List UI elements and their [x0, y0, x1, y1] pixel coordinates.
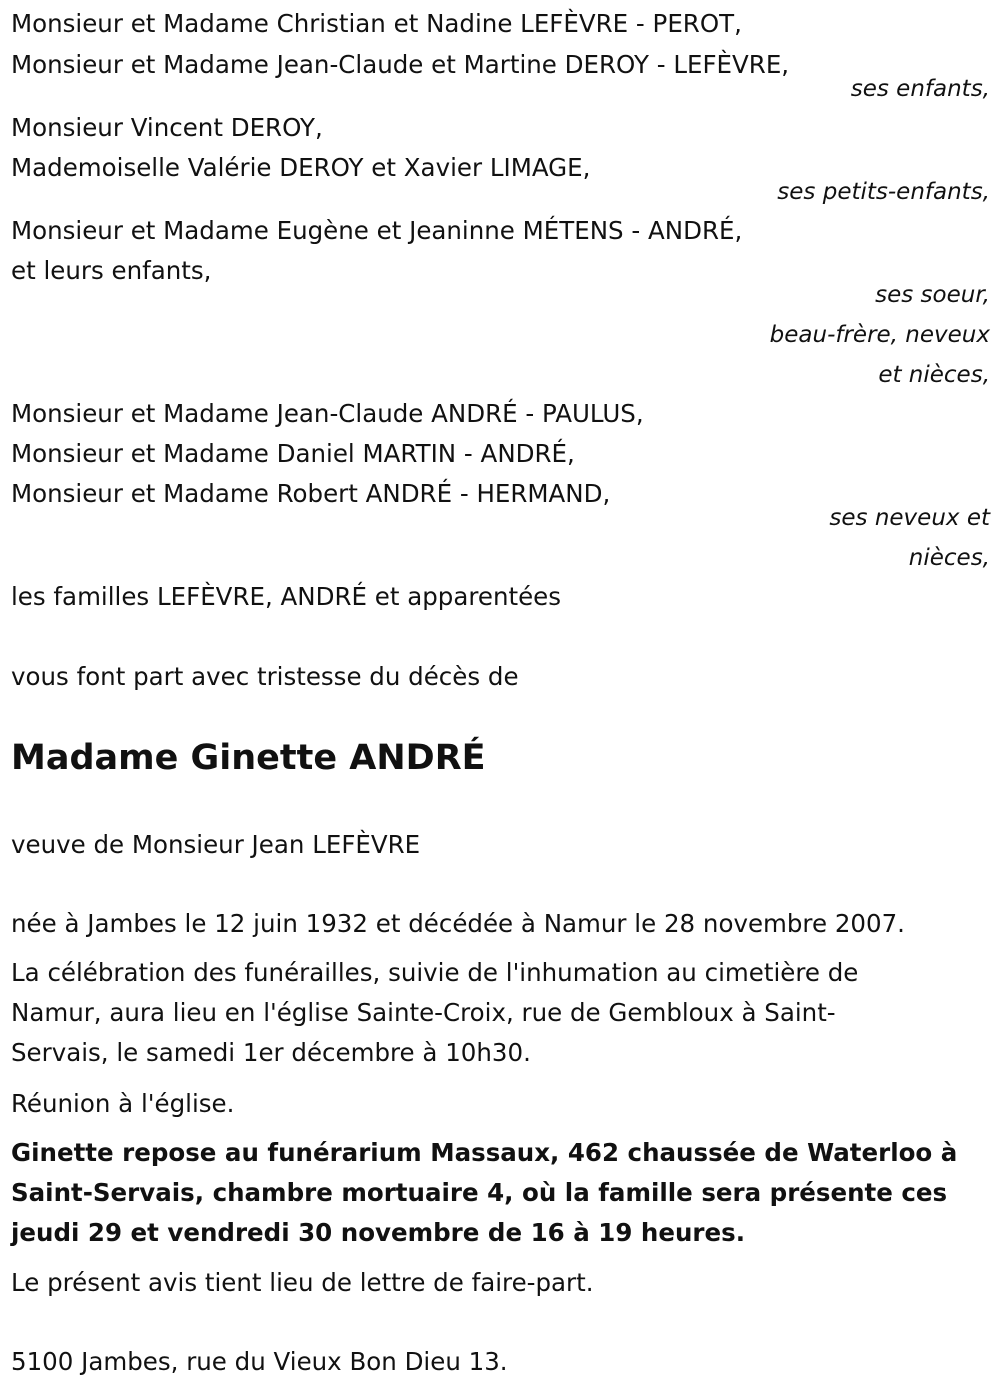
- funeral-line-3: Servais, le samedi 1er décembre à 10h30.: [11, 1038, 531, 1067]
- address-line: 5100 Jambes, rue du Vieux Bon Dieu 13.: [11, 1347, 508, 1376]
- siblings-relation-3: et nièces,: [878, 362, 990, 388]
- birth-death-dates: née à Jambes le 12 juin 1932 et décédée à Namur le 28 novembre 2007.: [11, 909, 905, 938]
- meeting-line: Réunion à l'église.: [11, 1089, 235, 1118]
- children-relation: ses enfants,: [850, 76, 990, 102]
- sibling-line-2: et leurs enfants,: [11, 256, 212, 285]
- deceased-name: Madame Ginette ANDRÉ: [11, 738, 486, 778]
- sibling-line-1: Monsieur et Madame Eugène et Jeaninne MÉTENS - ANDRÉ,: [11, 216, 743, 245]
- families-line: les familles LEFÈVRE, ANDRÉ et apparentées: [11, 582, 562, 611]
- viewing-line-3: jeudi 29 et vendredi 30 novembre de 16 à 19 heures.: [11, 1218, 745, 1247]
- announcement: vous font part avec tristesse du décès de: [11, 662, 519, 691]
- notice-line: Le présent avis tient lieu de lettre de faire-part.: [11, 1268, 594, 1297]
- nephews-relation-2: nièces,: [908, 545, 990, 571]
- nephew-line-2: Monsieur et Madame Daniel MARTIN - ANDRÉ,: [11, 439, 575, 468]
- nephew-line-3: Monsieur et Madame Robert ANDRÉ - HERMAND,: [11, 479, 611, 508]
- nephew-line-1: Monsieur et Madame Jean-Claude ANDRÉ - PAULUS,: [11, 399, 644, 428]
- viewing-line-2: Saint-Servais, chambre mortuaire 4, où la famille sera présente ces: [11, 1178, 948, 1207]
- siblings-relation-1: ses soeur,: [875, 282, 990, 308]
- funeral-line-1: La célébration des funérailles, suivie de l'inhumation au cimetière de: [11, 958, 859, 987]
- grandchild-line-1: Monsieur Vincent DEROY,: [11, 113, 323, 142]
- grandchildren-relation: ses petits-enfants,: [777, 179, 990, 205]
- child-line-1: Monsieur et Madame Christian et Nadine LEFÈVRE - PEROT,: [11, 9, 742, 38]
- nephews-relation-1: ses neveux et: [829, 505, 990, 531]
- widow-of: veuve de Monsieur Jean LEFÈVRE: [11, 830, 421, 859]
- child-line-2: Monsieur et Madame Jean-Claude et Martine DEROY - LEFÈVRE,: [11, 50, 790, 79]
- grandchild-line-2: Mademoiselle Valérie DEROY et Xavier LIMAGE,: [11, 153, 591, 182]
- funeral-line-2: Namur, aura lieu en l'église Sainte-Croix, rue de Gembloux à Saint-: [11, 998, 836, 1027]
- siblings-relation-2: beau-frère, neveux: [769, 322, 990, 348]
- viewing-line-1: Ginette repose au funérarium Massaux, 462 chaussée de Waterloo à: [11, 1138, 958, 1167]
